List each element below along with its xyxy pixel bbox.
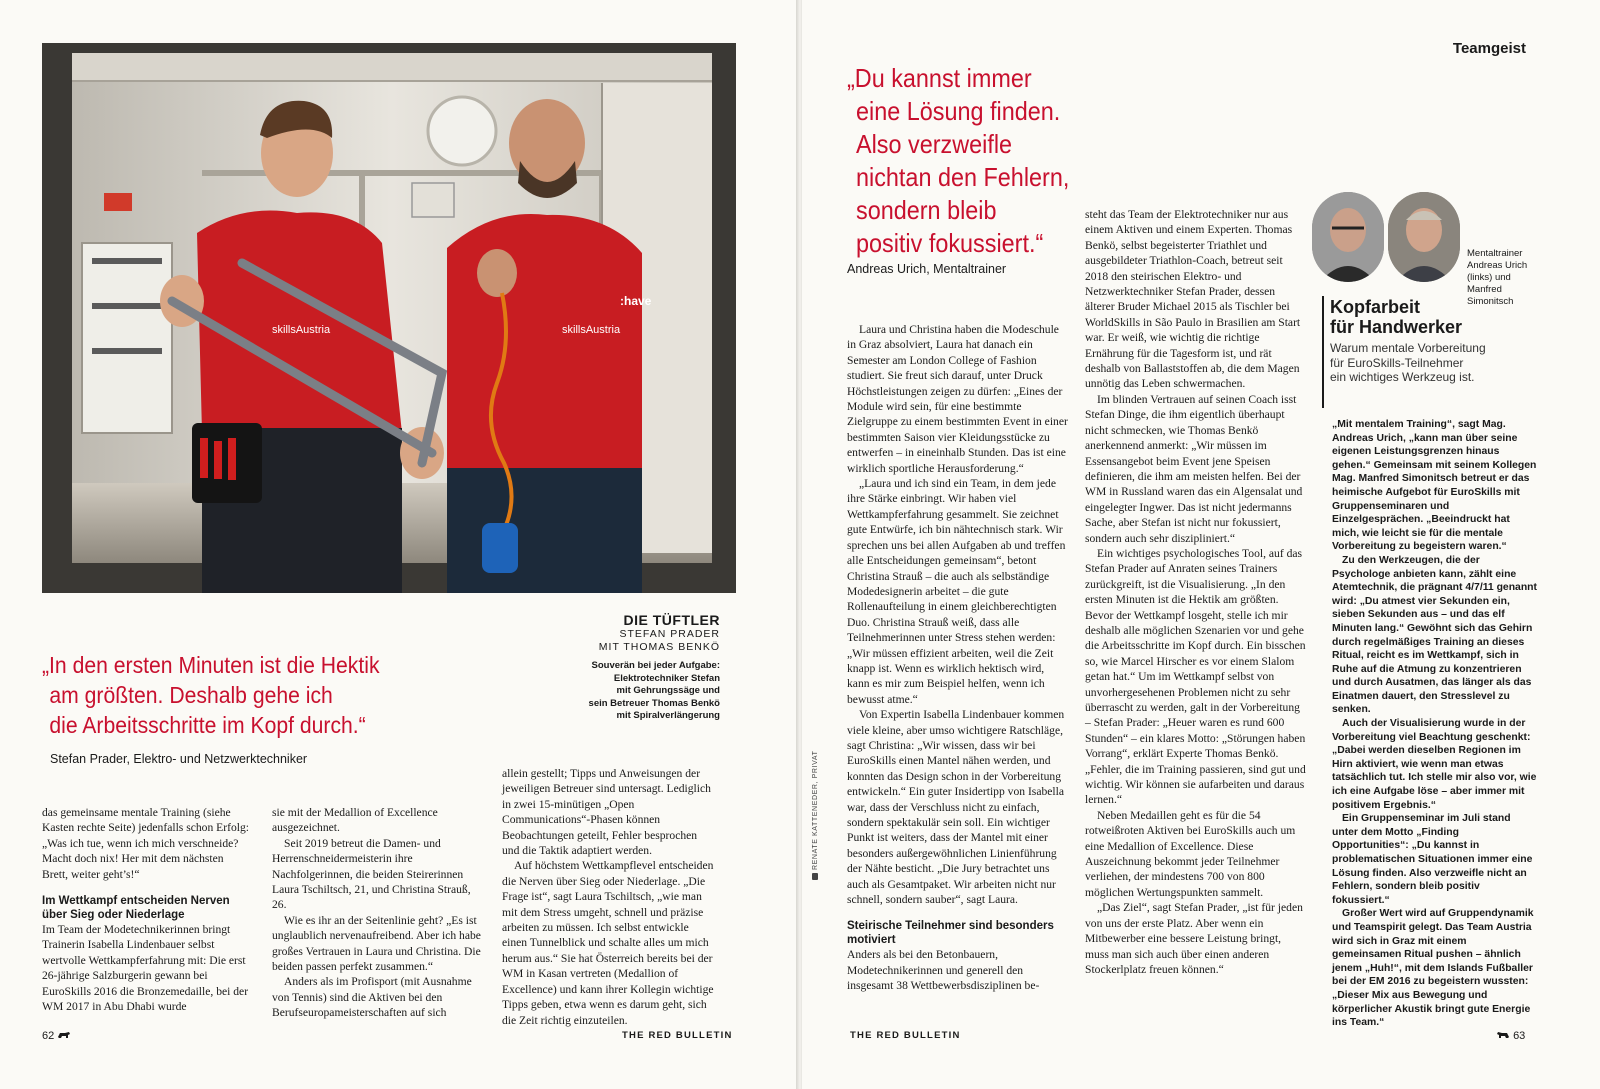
caption-desc-line: mit Gehrungssäge und xyxy=(616,685,720,696)
paragraph: Wie es ihr an der Seitenlinie geht? „Es ist unglaublich nervenaufreibend. Aber ich habe großes Vertrauen in Laura und Christina. Die beiden passen perfekt zusammen.“ xyxy=(272,913,481,974)
page-number-left xyxy=(42,1030,71,1042)
box-body xyxy=(1332,418,1537,1030)
article-column-3 xyxy=(502,766,716,1028)
box-subtitle-line: ein wichtiges Werkzeug ist. xyxy=(1330,370,1475,384)
avatar-andreas-urich xyxy=(1312,192,1384,282)
right-page xyxy=(802,0,1600,1089)
box-subtitle-line: für EuroSkills-Teilnehmer xyxy=(1330,355,1464,370)
quote-line: „Du kannst immer xyxy=(847,63,1032,93)
box-title-line: für Handwerker xyxy=(1330,317,1463,337)
page-number: 63 xyxy=(1513,1030,1526,1042)
article-column-2 xyxy=(272,805,484,1021)
credit-text: RENATE KATTENEDER, PRIVAT xyxy=(812,750,819,870)
quote-source-right: Andreas Urich, Mentaltrainer xyxy=(847,262,1007,276)
caption-desc-line: Elektrotechniker Stefan xyxy=(613,672,720,684)
shirt-logo-1: skillsAustria xyxy=(272,324,331,336)
caption-desc-line: mit Spiralverlängerung xyxy=(616,710,720,721)
box-subtitle xyxy=(1330,341,1486,385)
quote-line: Also verzweifle xyxy=(856,129,1013,159)
paragraph: das gemeinsame mentale Training (siehe Kasten rechte Seite) jedenfalls schon Erfolg: „Was ich tue, wenn ich mich verschneide? Macht doch nix! Her mit dem nächsten Brett, weiter geht’s!“ xyxy=(42,806,250,881)
avatar-manfred-simonitsch xyxy=(1388,192,1460,282)
photo-technicians xyxy=(42,43,736,593)
caption-desc-line: Souverän bei jeder Aufgabe: xyxy=(591,660,720,671)
box-title-line: Kopfarbeit xyxy=(1330,297,1420,317)
paragraph: „Das Ziel“, sagt Stefan Prader, „ist für jeden von uns der erste Platz. Aber wenn ein Mitbewerber eine bessere Leistung bringt, muss man sich auch über einen anderen Stockerlplatz freuen können.“ xyxy=(1085,901,1303,976)
paragraph: Auch der Visualisierung wurde in der Vorbereitung viel Beachtung geschenkt: „Dabei werden dieselben Regionen im Hirn aktiviert, wie wenn man etwas tatsächlich tut. Ich stelle mir also vor, wie ich eine Aufgabe löse – aber immer mit positivem Ergebnis.“ xyxy=(1332,718,1537,811)
article-column-5 xyxy=(1085,207,1307,977)
quote-line: „In den ersten Minuten ist die Hektik xyxy=(42,652,380,678)
portrait-photos xyxy=(1312,192,1462,282)
paragraph: „Laura und ich sind ein Team, in dem jede ihre Stärke einbringt. Wir haben viel Wettkampferfahrung gesammelt. Sie zeichnet gute Entwürfe, ich bin nähtechnisch stark. Wir sprechen uns bei allen Aufgaben ab und treffen alle Entscheidungen gemeinsam“, betont Christina Strauß – die auch als selbständige Modedesignerin arbeitet – die gute Rollenaufteilung in einem gleichberechtigten Duo. Christina Strauß weiß, dass alle Teilnehmerinnen unter Stress stehen werden: „Wir müssen effizient arbeiten, weil die Zeit knapp ist. Wenn es wirklich hektisch wird, kann es mir zum Beispiel helfen, wenn ich bewusst atme.“ xyxy=(847,477,1066,706)
caption-title: DIE TÜFTLER xyxy=(623,612,720,628)
left-page xyxy=(0,0,798,1089)
subheading: Steirische Teilnehmer sind besonders motiviert xyxy=(847,920,1054,947)
quote-source-left: Stefan Prader, Elektro- und Netzwerktechniker xyxy=(50,752,308,766)
quote-line: die Arbeitsschritte im Kopf durch.“ xyxy=(49,712,366,738)
portrait-caption-line: Simonitsch xyxy=(1467,296,1514,307)
paragraph: Ein wichtiges psychologisches Tool, auf das Stefan Prader auf Anraten seines Trainers zurückgreift, ist die Visualisierung. „In den ersten Minuten ist die Hektik am größten. Bevor der Wettkampf losgeht, stelle ich mir deshalb alle möglichen Szenarien vor und gehe die Arbeitsschritte im Kopf durch. Ein bisschen so, wie Marcel Hirscher es vor einem Slalom getan hat.“ Um im Wettkampf selbst von unvorhergesehenen Problemen nicht zu sehr überrascht zu werden, galt in der Vorbereitung – Stefan Prader: „Heuer waren es rund 600 Stunden“ – ein klares Motto: „Störungen haben Vorrang“, erklärt Experte Thomas Benkö. „Fehler, die im Training passieren, sind gut und wichtig. Wir können sie aufarbeiten und daraus lernen.“ xyxy=(1085,546,1306,807)
bull-icon xyxy=(57,1031,71,1039)
box-title xyxy=(1330,297,1462,337)
section-label: Teamgeist xyxy=(1452,40,1526,57)
camera-icon xyxy=(812,873,818,880)
paragraph: Laura und Christina haben die Modeschule in Graz absolviert, Laura hat danach ein Semester am London College of Fashion studiert. Sie freut sich darauf, unter Druck Höchstleistungen zeigen zu dürfen: „Eines der Module wird sein, für eine bestimmte Zielgruppe zu einem bestimmten Event in einer bestimmten Saison vier Kleidungsstücke zu entwerfen – in eineinhalb Stunden. Das ist eine wirklich sportliche Herausforderung.“ xyxy=(847,323,1068,475)
quote-line: am größten. Deshalb gehe ich xyxy=(49,682,333,708)
portrait-caption-line: (links) und xyxy=(1467,272,1511,283)
paragraph: „Mit mentalem Training“, sagt Mag. Andreas Urich, „kann man über seine eigenen Leistungsgrenzen hinaus gehen.“ Gemeinsam mit seinem Kollegen Mag. Manfred Simonitsch betreut er das heimische Aufgebot für EuroSkills mit Gruppenseminaren und Einzelgesprächen. „Beeindruckt hat mich, wie leicht sie für die mentale Vorbereitung zu begeistern waren.“ xyxy=(1332,419,1537,553)
paragraph: sie mit der Medallion of Excellence ausgezeichnet. xyxy=(272,806,438,835)
portrait-caption-line: Manfred xyxy=(1467,284,1502,295)
paragraph: Anders als bei den Betonbauern, Modetechnikerinnen und generell den insgesamt 38 Wettbewerbsdisziplinen be- xyxy=(847,948,1040,993)
paragraph: allein gestellt; Tipps und Anweisungen der jeweiligen Betreuer sind untersagt. Lediglich in zwei 15-minütigen „Open Communications“-Phasen können Beobachtungen geteilt, Fehler besprochen und die Taktik adaptiert werden. xyxy=(502,767,711,858)
paragraph: Im blinden Vertrauen auf seinen Coach isst Stefan Dinge, die ihm eigentlich überhaupt nicht schmecken, wie Thomas Benkö anerkennend anmerkt: „Wir müssen im Essensangebot beim Event jene Speisen definieren, die ihm am meisten helfen. Bei der WM in Russland waren das ein Algensalat und eingelegter Ingwer. Das ist nicht jedermanns Sache, aber Stefan ist nicht nur fokussiert, sondern auch sehr diszipliniert.“ xyxy=(1085,392,1303,545)
pull-quote-left xyxy=(42,650,465,740)
sleeve-logo: :have xyxy=(620,294,652,308)
paragraph: Neben Medaillen geht es für die 54 rotweißroten Aktiven bei EuroSkills auch um eine Medallion of Excellence. Diese Auszeichnung bekommt jeder Teilnehmer verliehen, der mindestens 700 von 800 möglichen Wertungspunkten sammelt. xyxy=(1085,808,1296,899)
caption-desc-line: sein Betreuer Thomas Benkö xyxy=(588,697,720,709)
paragraph: Im Team der Modetechnikerinnen bringt Trainerin Isabella Lindenbauer selbst wertvolle Wettkampferfahrung mit: Die erst 26-jährige Salzburgerin gewann bei EuroSkills 2016 die Bronzemedaille, bei der WM 2017 in Abu Dhabi wurde xyxy=(42,923,249,1014)
page-number-right xyxy=(1496,1030,1525,1042)
paragraph: steht das Team der Elektrotechniker nur aus einem Aktiven und einem Experten. Thomas Benkö, selbst begeisterter Triathlet und ausgebildeter Triathlon-Coach, betreut seit 2018 den steirischen Elektro- und Netzwerktechniker Stefan Prader, dessen älterer Bruder Michael 2015 als Tischler bei WorldSkills in São Paulo in Brasilien am Start war. Er weiß, wie wichtig die richtige Ernährung für die Tagesform ist, und rät deshalb von Ballaststoffen ab, die dem Magen unnötig das Leben schwermachen. xyxy=(1085,208,1301,391)
quote-line: nichtan den Fehlern, xyxy=(856,162,1070,192)
portrait-caption xyxy=(1467,248,1547,308)
paragraph: Zu den Werkzeugen, die der Psychologe anbieten kann, zählt eine Atemtechnik, die prägnant 4/7/11 genannt wird: „Du atmest vier Sekunden ein, sieben Sekunden aus – und das elf Minuten lang.“ Gewöhnt sich das Gehirn durch regelmäßiges Training an dieses Ritual, reicht es im Wettkampf, sich in Ruhe auf die Atmung zu konzentrieren und durch Ausatmen, das länger als das Einatmen dauert, den Stresslevel zu senken. xyxy=(1332,554,1537,716)
article-column-1 xyxy=(42,805,252,1014)
caption-description xyxy=(520,660,720,723)
portrait-caption-line: Andreas Urich xyxy=(1467,260,1528,271)
paragraph: Seit 2019 betreut die Damen- und Herrenschneidermeisterin ihre Nachfolgerinnen, die beiden Steirerinnen Laura Tschiltsch, 21, und Christina Strauß, 26. xyxy=(272,836,471,912)
page-number: 62 xyxy=(42,1030,55,1042)
caption-line-2: MIT THOMAS BENKÖ xyxy=(598,641,720,653)
box-subtitle-line: Warum mentale Vorbereitung xyxy=(1330,341,1486,355)
article-column-4 xyxy=(847,322,1069,994)
caption-line-1: STEFAN PRADER xyxy=(619,628,720,640)
paragraph: Großer Wert wird auf Gruppendynamik und Teamspirit gelegt. Das Team Austria wird sich in Graz mit einem gemeinsamen Ritual pushen – ähnlich jenem „Huh!“, mit dem Islands Fußballer bei der EM 2016 zu begeistern wussten: „Dieser Mix aus Bewegung und körperlicher Akustik bringt gute Energie ins Team.“ xyxy=(1332,908,1534,1029)
paragraph: Von Expertin Isabella Lindenbauer kommen viele kleine, aber umso wichtigere Ratschläge, sagt Christina: „Wir wissen, dass wir bei EuroSkills einen Mantel nähen werden, und konnten das Design schon in der Vorbereitung entwickeln.“ Ein guter Insidertipp von Isabella war, dass der Verschluss nicht zu einfach, sondern spektakulär sein soll. Ein wichtiger Punkt ist weiters, dass der Mantel mit einer besonders außergewöhnlichen Linienführung der Nähte besticht. „Die Jury betrachtet uns auch als Gesamtpaket. Wir arbeiten nicht nur schnell, sondern sauber“, sagt Laura. xyxy=(847,708,1065,907)
photo-credit xyxy=(812,751,819,881)
subheading: Im Wettkampf entscheiden Nerven über Sieg oder Niederlage xyxy=(42,895,230,922)
box-rule xyxy=(1322,296,1324,408)
brand-footer-left: THE RED BULLETIN xyxy=(622,1030,733,1041)
quote-line: eine Lösung finden. xyxy=(856,96,1061,126)
quote-line: sondern bleib xyxy=(856,195,997,225)
brand-footer-right: THE RED BULLETIN xyxy=(850,1030,961,1041)
photo-illustration xyxy=(42,43,736,593)
paragraph: Auf höchstem Wettkampflevel entscheiden die Nerven über Sieg oder Niederlage. „Die Frage ist“, sagt Laura Tschiltsch, „wie man mit dem Stress umgeht, schnell und präzise arbeiten zu müssen. Ich selbst entwickle einen Tunnelblick und schalte alles um mich herum aus.“ Sie hat Österreich bereits bei der WM in Kasan vertreten (Medallion of Excellence) und kann ihrer Kollegin wichtige Tipps geben, etwa wenn es darum geht, sich die Zeit richtig einzuteilen. xyxy=(502,859,714,1027)
bull-icon xyxy=(1496,1031,1510,1039)
quote-line: positiv fokussiert.“ xyxy=(856,228,1044,258)
photo-caption xyxy=(599,612,720,654)
paragraph: Anders als im Profisport (mit Ausnahme von Tennis) sind die Aktiven bei den Berufseuropameisterschaften auf sich xyxy=(272,975,472,1020)
pull-quote-right xyxy=(847,62,1081,260)
portrait-caption-line: Mentaltrainer xyxy=(1467,248,1523,259)
paragraph: Ein Gruppenseminar im Juli stand unter dem Motto „Finding Opportunities“: „Du kannst in problematischen Situationen immer eine Lösung finden. Also verzweifle nicht an Fehlern, sondern bleib positiv fokussiert.“ xyxy=(1332,813,1533,906)
shirt-logo-2: skillsAustria xyxy=(562,324,621,336)
